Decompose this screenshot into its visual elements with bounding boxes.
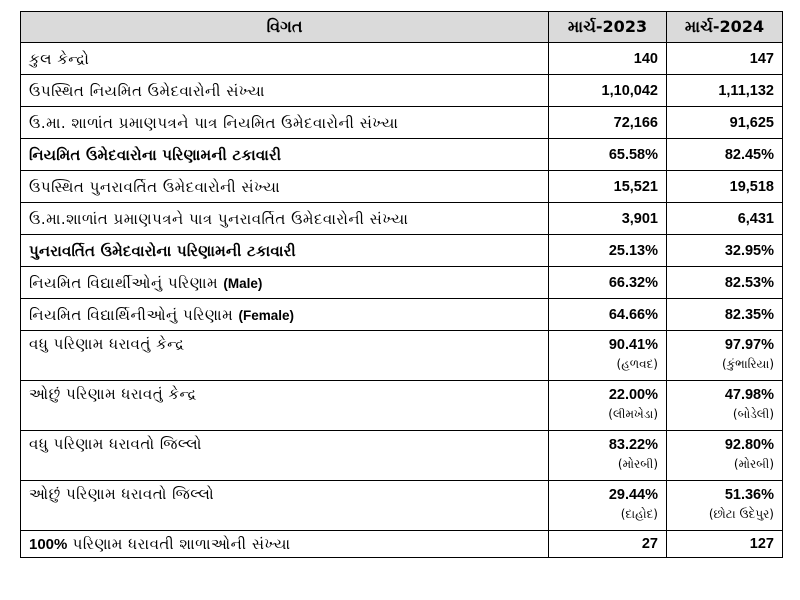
table-row xyxy=(21,531,783,558)
value-2023: 64.66% xyxy=(549,299,667,331)
row-label-regular-eligible: ઉ.મા. શાળાંત પ્રમાણપત્રને પાત્ર નિયમિત ઉમેદવારોની સંખ્યા xyxy=(21,107,549,139)
value-2024: 32.95% xyxy=(667,235,783,267)
value-2024: 82.45% xyxy=(667,139,783,171)
value-2024 xyxy=(667,331,783,381)
table-row xyxy=(21,139,783,171)
value-place: (લીમખેડા) xyxy=(608,407,658,421)
row-label-full-result-schools xyxy=(21,531,549,558)
value-2023: 66.32% xyxy=(549,267,667,299)
value-percent: 51.36% xyxy=(724,487,774,503)
table-row xyxy=(21,431,783,481)
label-text: નિયમિત વિદ્યાર્થીઓનું પરિણામ xyxy=(29,273,219,292)
value-2023: 25.13% xyxy=(549,235,667,267)
value-2024 xyxy=(667,481,783,531)
label-english: (Female) xyxy=(238,307,295,323)
header-details: વિગત xyxy=(21,12,549,43)
table-row xyxy=(21,481,783,531)
value-2024: 19,518 xyxy=(667,171,783,203)
table-row xyxy=(21,267,783,299)
results-comparison-table xyxy=(20,11,783,558)
value-place: (દાહોદ) xyxy=(620,507,658,521)
value-2023: 72,166 xyxy=(549,107,667,139)
value-percent: 92.80% xyxy=(724,437,774,453)
value-2024: 82.53% xyxy=(667,267,783,299)
table-row xyxy=(21,299,783,331)
value-place: (મોરબી) xyxy=(617,457,658,471)
label-text: નિયમિત વિદ્યાર્થિનીઓનું પરિણામ xyxy=(29,305,234,324)
value-place: (છોટા ઉદેપુર) xyxy=(708,507,774,521)
header-march-2023: માર્ચ-2023 xyxy=(549,12,667,43)
table-row xyxy=(21,381,783,431)
value-2023: 1,10,042 xyxy=(549,75,667,107)
value-2023: 27 xyxy=(549,531,667,558)
value-2023 xyxy=(549,481,667,531)
value-2023: 15,521 xyxy=(549,171,667,203)
row-label-regular-present: ઉપસ્થિત નિયમિત ઉમેદવારોની સંખ્યા xyxy=(21,75,549,107)
value-place: (કુંભારિયા) xyxy=(721,357,774,371)
value-2024: 91,625 xyxy=(667,107,783,139)
label-percent: 100% xyxy=(29,536,68,553)
results-comparison-table-container xyxy=(20,11,782,558)
row-label-male-result xyxy=(21,267,549,299)
value-2024 xyxy=(667,381,783,431)
value-2023: 3,901 xyxy=(549,203,667,235)
label-text: પરિણામ ધરાવતી શાળાઓની સંખ્યા xyxy=(72,535,291,553)
value-percent: 47.98% xyxy=(724,387,774,403)
value-percent: 22.00% xyxy=(608,387,658,403)
row-label-highest-centre: વધુ પરિણામ ધરાવતું કેન્દ્ર xyxy=(21,331,549,381)
value-2023 xyxy=(549,331,667,381)
value-percent: 97.97% xyxy=(724,337,774,353)
value-percent: 29.44% xyxy=(608,487,658,503)
table-row xyxy=(21,171,783,203)
table-row xyxy=(21,107,783,139)
table-header-row xyxy=(21,12,783,43)
value-2023 xyxy=(549,431,667,481)
row-label-repeater-eligible: ઉ.મા.શાળાંત પ્રમાણપત્રને પાત્ર પુનરાવર્તિત ઉમેદવારોની સંખ્યા xyxy=(21,203,549,235)
value-percent: 83.22% xyxy=(608,437,658,453)
label-english: (Male) xyxy=(223,275,263,291)
row-label-total-centres: કુલ કેન્દ્રો xyxy=(21,43,549,75)
row-label-lowest-centre: ઓછું પરિણામ ધરાવતું કેન્દ્ર xyxy=(21,381,549,431)
value-2024 xyxy=(667,431,783,481)
row-label-repeater-present: ઉપસ્થિત પુનરાવર્તિત ઉમેદવારોની સંખ્યા xyxy=(21,171,549,203)
value-place: (બોડેલી) xyxy=(732,407,774,421)
value-percent: 90.41% xyxy=(608,337,658,353)
row-label-regular-result-percent: નિયમિત ઉમેદવારોના પરિણામની ટકાવારી xyxy=(21,139,549,171)
value-2023 xyxy=(549,381,667,431)
value-2024: 82.35% xyxy=(667,299,783,331)
table-row xyxy=(21,43,783,75)
row-label-female-result xyxy=(21,299,549,331)
value-2023: 65.58% xyxy=(549,139,667,171)
table-row xyxy=(21,75,783,107)
table-row xyxy=(21,235,783,267)
row-label-lowest-district: ઓછું પરિણામ ધરાવતો જિલ્લો xyxy=(21,481,549,531)
header-march-2024: માર્ચ-2024 xyxy=(667,12,783,43)
table-row xyxy=(21,331,783,381)
row-label-repeater-result-percent: પુનરાવર્તિત ઉમેદવારોના પરિણામની ટકાવારી xyxy=(21,235,549,267)
value-2024: 147 xyxy=(667,43,783,75)
value-2024: 6,431 xyxy=(667,203,783,235)
value-place: (મોરબી) xyxy=(733,457,774,471)
value-place: (હળવદ) xyxy=(616,357,658,371)
value-2023: 140 xyxy=(549,43,667,75)
value-2024: 127 xyxy=(667,531,783,558)
table-row xyxy=(21,203,783,235)
row-label-highest-district: વધુ પરિણામ ધરાવતો જિલ્લો xyxy=(21,431,549,481)
value-2024: 1,11,132 xyxy=(667,75,783,107)
